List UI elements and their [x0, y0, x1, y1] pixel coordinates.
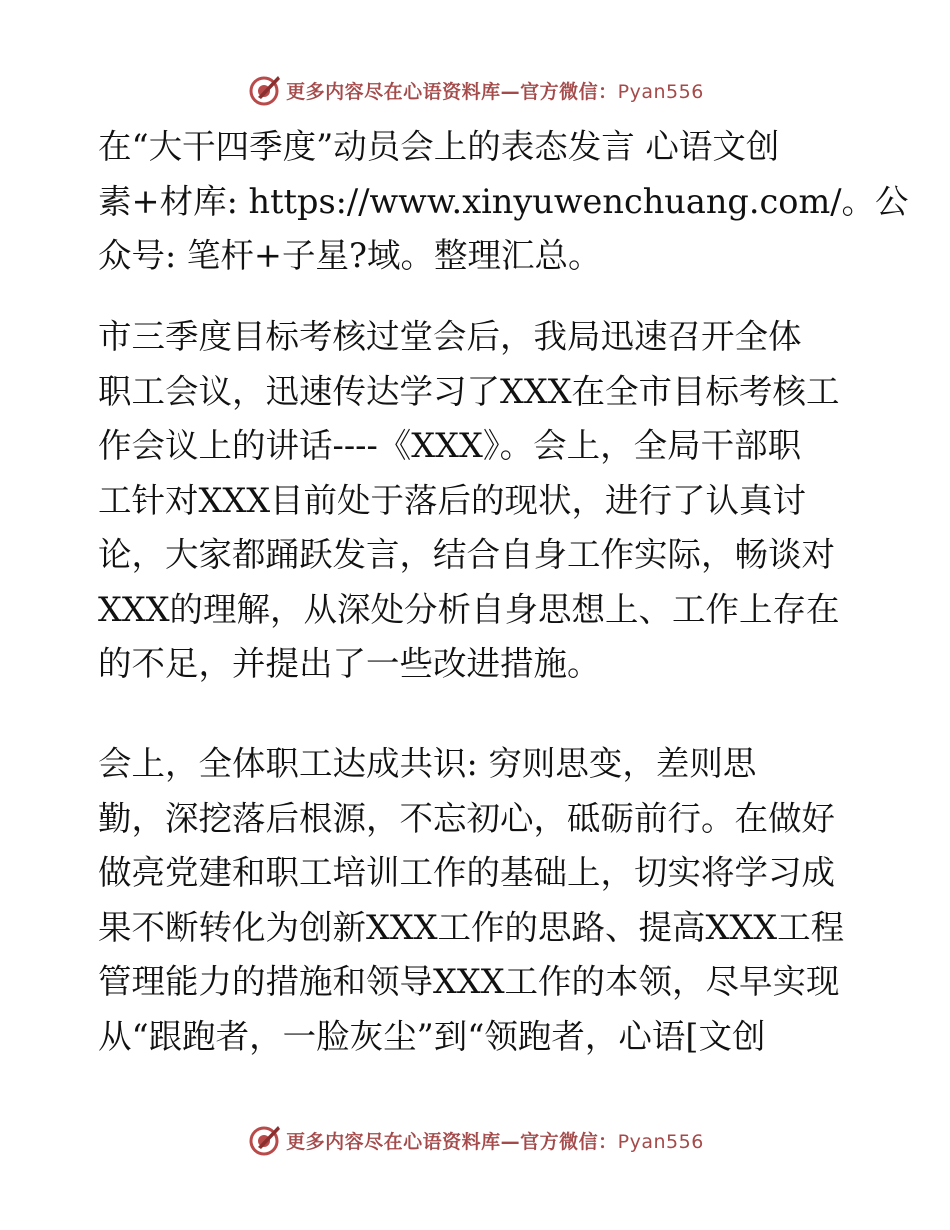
banner-text: [286, 77, 704, 104]
pen-logo-icon: [246, 72, 282, 108]
text-line: 工针对XXX目前处于落后的现状，进行了认真讨: [98, 480, 807, 520]
text-line: 做亮党建和职工培训工作的基础上，切实将学习成: [98, 853, 835, 892]
text-line: 从“跟跑者，一脸灰尘”到“领跑者，心语[文创: [98, 1016, 766, 1056]
text-line: 职工会议，迅速传达学习了XXX在全市目标考核工: [98, 371, 840, 411]
paragraph-body-1: [98, 310, 858, 692]
banner-main-text: 更多内容尽在心语资料库—官方微信：: [286, 1130, 618, 1153]
text-line: 管理能力的措施和领导XXX工作的本领，尽早实现: [98, 962, 840, 1001]
paragraph-body-2: [98, 737, 858, 1064]
text-line: 在“大干四季度”动员会上的表态发言 心语文创: [98, 127, 780, 166]
text-line: 论，大家都踊跃发言，结合自身工作实际，畅谈对: [98, 535, 835, 574]
banner-wechat-id: Pyan556: [617, 1130, 704, 1153]
banner-text: [286, 1127, 704, 1154]
text-line: 素+材库: https://www.xinyuwenchuang.com/。公: [98, 181, 909, 221]
banner-main-text: 更多内容尽在心语资料库—官方微信：: [286, 80, 618, 103]
footer-watermark-banner: [0, 1120, 950, 1160]
text-line: 会上，全体职工达成共识: 穷则思变，差则思: [98, 744, 757, 783]
text-line: 勤，深挖落后根源，不忘初心，砥砺前行。在做好: [98, 798, 835, 838]
header-watermark-banner: [0, 70, 950, 110]
text-line: 作会议上的讲话----《XXX》。会上，全局干部职: [98, 426, 802, 465]
text-line: XXX的理解，从深处分析自身思想上、工作上存在: [98, 589, 840, 629]
paragraph-title: [98, 120, 909, 284]
banner-wechat-id: Pyan556: [617, 80, 704, 103]
text-line: 市三季度目标考核过堂会后，我局迅速召开全体: [98, 317, 802, 356]
pen-logo-icon: [246, 1122, 282, 1158]
text-line: 果不断转化为创新XXX工作的思路、提高XXX工程: [98, 907, 845, 947]
text-line: 的不足，并提出了一些改进措施。: [98, 644, 601, 683]
text-line: 众号: 笔杆+子星?域。整理汇总。: [98, 236, 602, 275]
